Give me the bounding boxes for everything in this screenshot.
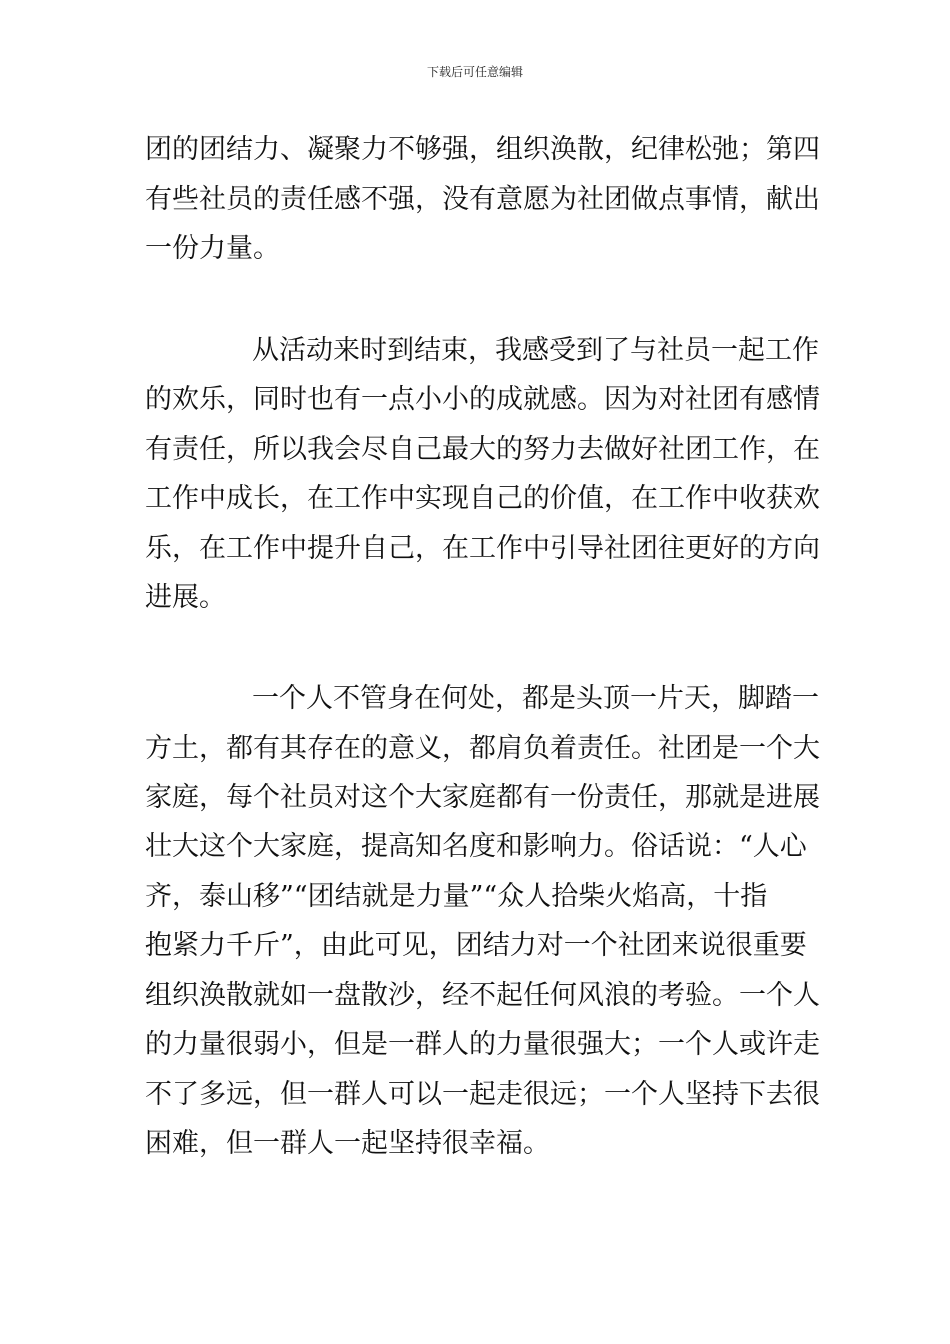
paragraph-line: 一个人不管身在何处，都是头顶一片天，脚踏一 bbox=[252, 683, 819, 714]
paragraph-line: 乐，在工作中提升自己，在工作中引导社团往更好的方向 bbox=[145, 533, 820, 564]
paragraph-line: 有责任，所以我会尽自己最大的努力去做好社团工作，在 bbox=[145, 434, 820, 465]
paragraph-line: 有些社员的责任感不强，没有意愿为社团做点事情，献出 bbox=[145, 184, 820, 215]
paragraph-line: 家庭，每个社员对这个大家庭都有一份责任，那就是进展 bbox=[145, 782, 820, 813]
paragraph-line: 抱紧力千斤”，由此可见，团结力对一个社团来说很重要 bbox=[145, 930, 807, 961]
paragraph-line: 壮大这个大家庭，提高知名度和影响力。俗话说：“人心 bbox=[145, 831, 807, 862]
paragraph-line: 团的团结力、凝聚力不够强，组织涣散，纪律松弛；第四 bbox=[145, 134, 820, 165]
paragraph-line: 方土，都有其存在的意义，都肩负着责任。社团是一个大 bbox=[145, 733, 820, 764]
paragraph-line: 困难，但一群人一起坚持很幸福。 bbox=[145, 1128, 550, 1159]
paragraph-line: 的力量很弱小，但是一群人的力量很强大；一个人或许走 bbox=[145, 1029, 820, 1060]
header-note: 下载后可任意编辑 bbox=[426, 65, 523, 79]
paragraph-line: 工作中成长，在工作中实现自己的价值，在工作中收获欢 bbox=[145, 483, 820, 514]
paragraph-line: 不了多远，但一群人可以一起走很远；一个人坚持下去很 bbox=[145, 1079, 820, 1110]
paragraph-line: 进展。 bbox=[145, 582, 226, 613]
paragraph-line: 组织涣散就如一盘散沙，经不起任何风浪的考验。一个人 bbox=[145, 980, 820, 1011]
paragraph-line: 的欢乐，同时也有一点小小的成就感。因为对社团有感情 bbox=[145, 384, 820, 415]
paragraph-line: 齐，泰山移”“团结就是力量”“众人拾柴火焰高，十指 bbox=[145, 881, 768, 912]
paragraph-line: 一份力量。 bbox=[145, 233, 280, 264]
paragraph-line: 从活动来时到结束，我感受到了与社员一起工作 bbox=[252, 335, 819, 366]
